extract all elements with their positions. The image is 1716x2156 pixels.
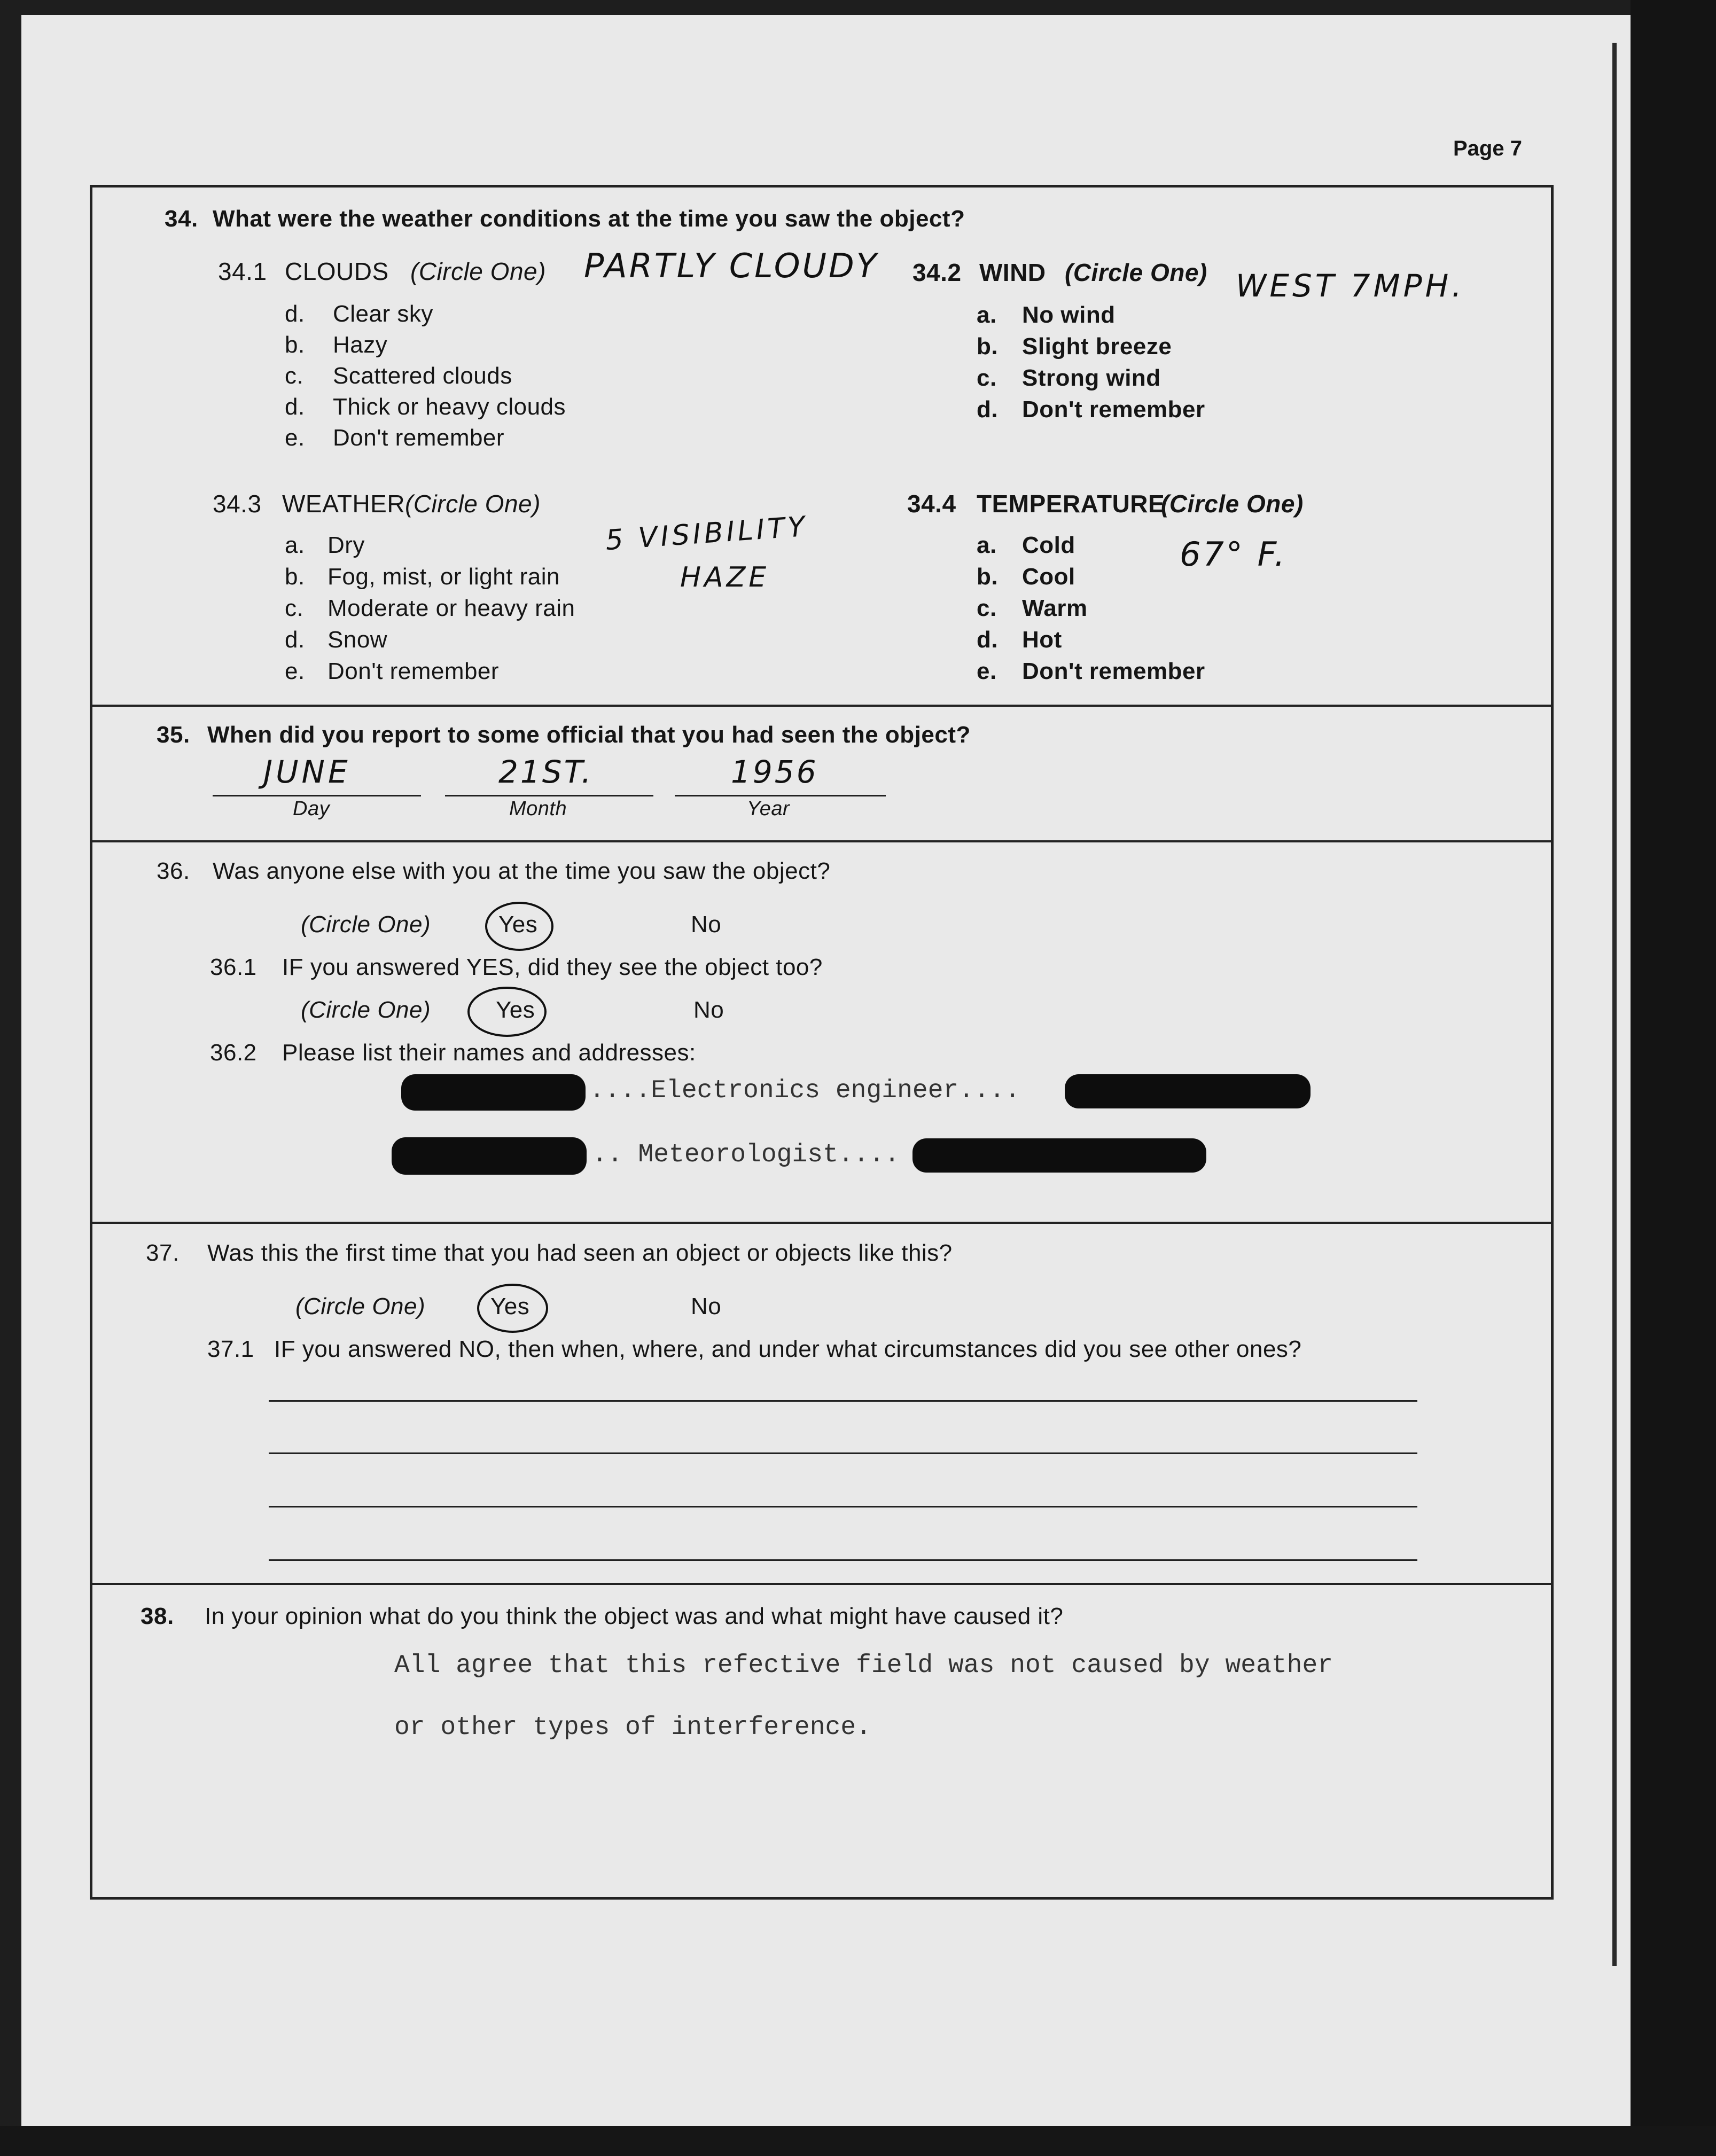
q36-1-no-option: No xyxy=(693,997,724,1023)
temperature-title: TEMPERATURE xyxy=(977,490,1165,518)
weather-option-letter: a. xyxy=(285,532,305,558)
clouds-option-letter: b. xyxy=(285,332,305,358)
answer-line xyxy=(269,1559,1417,1561)
scan-border xyxy=(0,2126,1716,2156)
document-page xyxy=(21,15,1631,2136)
q34-1-number: 34.1 xyxy=(218,257,267,285)
weather-option-letter: c. xyxy=(285,595,304,621)
wind-option-no-wind: No wind xyxy=(1022,302,1116,328)
temperature-circle-one: (Circle One) xyxy=(1161,490,1304,518)
temperature-option-warm: Warm xyxy=(1022,595,1088,621)
temperature-option-cold: Cold xyxy=(1022,532,1075,558)
weather-option-letter: b. xyxy=(285,564,305,590)
q36-no-option: No xyxy=(691,911,722,938)
day-label: Day xyxy=(293,798,330,820)
q36-2-question: Please list their names and addresses: xyxy=(282,1040,696,1066)
clouds-option-thick: Thick or heavy clouds xyxy=(333,394,566,420)
wind-option-letter: a. xyxy=(977,302,997,328)
q37-circle-one: (Circle One) xyxy=(295,1293,426,1319)
day-underline xyxy=(213,795,421,796)
temperature-handwritten-answer: 67° F. xyxy=(1180,535,1287,574)
redacted-address xyxy=(1065,1074,1311,1108)
q36-number: 36. xyxy=(157,858,190,884)
q35-number: 35. xyxy=(157,722,190,748)
wind-option-dont-remember: Don't remember xyxy=(1022,396,1205,423)
redacted-name xyxy=(401,1074,586,1111)
witness-2-occupation: .. Meteorologist.... xyxy=(592,1141,900,1169)
q34-number: 34. xyxy=(165,206,198,232)
answer-line xyxy=(269,1400,1417,1402)
q37-1-question: IF you answered NO, then when, where, and under what circumstances did you see other ones? xyxy=(274,1336,1302,1362)
year-label: Year xyxy=(747,798,790,820)
wind-option-slight-breeze: Slight breeze xyxy=(1022,333,1172,360)
answer-circle-mark xyxy=(477,1284,548,1333)
q34-4-number: 34.4 xyxy=(907,490,956,518)
temperature-option-letter: d. xyxy=(977,627,999,653)
answer-line xyxy=(269,1506,1417,1507)
q37-yes-option: Yes xyxy=(490,1293,530,1319)
section-divider xyxy=(92,1222,1551,1224)
temperature-option-letter: b. xyxy=(977,564,999,590)
q34-3-number: 34.3 xyxy=(213,490,262,518)
clouds-option-scattered: Scattered clouds xyxy=(333,363,512,389)
weather-option-letter: d. xyxy=(285,627,305,653)
weather-option-snow: Snow xyxy=(327,627,388,653)
q38-answer-line-2: or other types of interference. xyxy=(394,1713,871,1742)
clouds-option-letter: c. xyxy=(285,363,304,389)
weather-handwritten-haze: HAZE xyxy=(680,561,770,593)
scan-border xyxy=(1631,0,1716,2156)
clouds-title: CLOUDS xyxy=(285,257,389,285)
wind-handwritten-answer: WEST 7MPH. xyxy=(1236,268,1465,304)
temperature-option-letter: c. xyxy=(977,595,997,621)
clouds-handwritten-answer: PARTLY CLOUDY xyxy=(584,246,879,285)
clouds-option-letter: d. xyxy=(285,301,305,327)
page-number: Page 7 xyxy=(1453,137,1522,160)
redacted-address xyxy=(912,1138,1206,1173)
weather-option-fog: Fog, mist, or light rain xyxy=(327,564,560,590)
wind-option-letter: d. xyxy=(977,396,999,423)
weather-handwritten-visibility: 5 VISIBILITY xyxy=(604,510,809,557)
weather-option-letter: e. xyxy=(285,658,305,684)
report-month-handwritten: 21ST. xyxy=(498,754,594,790)
temperature-option-dont-remember: Don't remember xyxy=(1022,658,1205,684)
answer-line xyxy=(269,1452,1417,1454)
q36-1-number: 36.1 xyxy=(210,954,257,980)
q36-2-number: 36.2 xyxy=(210,1040,257,1066)
q34-2-number: 34.2 xyxy=(912,259,962,286)
report-year-handwritten: 1956 xyxy=(731,754,818,790)
section-divider xyxy=(92,840,1551,842)
clouds-circle-one: (Circle One) xyxy=(410,257,546,285)
wind-title: WIND xyxy=(979,259,1046,286)
clouds-option-hazy: Hazy xyxy=(333,332,388,358)
q37-no-option: No xyxy=(691,1293,722,1319)
q36-1-yes-option: Yes xyxy=(496,997,535,1023)
q37-1-number: 37.1 xyxy=(207,1336,254,1362)
q37-question: Was this the first time that you had seen an object or objects like this? xyxy=(207,1240,953,1266)
weather-circle-one: (Circle One) xyxy=(405,490,541,518)
q34-question: What were the weather conditions at the time you saw the object? xyxy=(213,206,965,232)
weather-option-dont-remember: Don't remember xyxy=(327,658,500,684)
q36-1-question: IF you answered YES, did they see the object too? xyxy=(282,954,823,980)
redacted-name xyxy=(392,1137,587,1175)
page-edge xyxy=(1612,43,1617,1966)
q35-question: When did you report to some official that you had seen the object? xyxy=(207,722,971,748)
month-label: Month xyxy=(509,798,567,820)
wind-option-letter: c. xyxy=(977,365,997,391)
q38-question: In your opinion what do you think the object was and what might have caused it? xyxy=(205,1603,1064,1629)
month-underline xyxy=(445,795,653,796)
q38-number: 38. xyxy=(141,1603,174,1629)
q36-yes-option: Yes xyxy=(498,911,538,938)
weather-option-moderate-rain: Moderate or heavy rain xyxy=(327,595,575,621)
q36-circle-one: (Circle One) xyxy=(301,911,431,938)
answer-circle-mark xyxy=(485,902,553,951)
temperature-option-letter: e. xyxy=(977,658,997,684)
witness-1-occupation: ....Electronics engineer.... xyxy=(589,1076,1020,1105)
weather-option-dry: Dry xyxy=(327,532,365,558)
temperature-option-hot: Hot xyxy=(1022,627,1062,653)
clouds-option-letter: e. xyxy=(285,425,305,451)
wind-option-strong-wind: Strong wind xyxy=(1022,365,1161,391)
temperature-option-letter: a. xyxy=(977,532,997,558)
temperature-option-cool: Cool xyxy=(1022,564,1075,590)
questionnaire-form xyxy=(90,185,1554,1900)
q36-1-circle-one: (Circle One) xyxy=(301,997,431,1023)
clouds-option-dont-remember: Don't remember xyxy=(333,425,505,451)
section-divider xyxy=(92,1583,1551,1585)
q37-number: 37. xyxy=(146,1240,180,1266)
answer-circle-mark xyxy=(467,987,547,1037)
wind-circle-one: (Circle One) xyxy=(1065,259,1207,286)
q36-question: Was anyone else with you at the time you saw the object? xyxy=(213,858,831,884)
weather-title: WEATHER xyxy=(282,490,405,518)
section-divider xyxy=(92,705,1551,707)
q38-answer-line-1: All agree that this refective field was not caused by weather xyxy=(394,1651,1333,1680)
clouds-option-clear-sky: Clear sky xyxy=(333,301,433,327)
report-day-handwritten: JUNE xyxy=(263,754,351,790)
year-underline xyxy=(675,795,886,796)
wind-option-letter: b. xyxy=(977,333,999,360)
clouds-option-letter: d. xyxy=(285,394,305,420)
